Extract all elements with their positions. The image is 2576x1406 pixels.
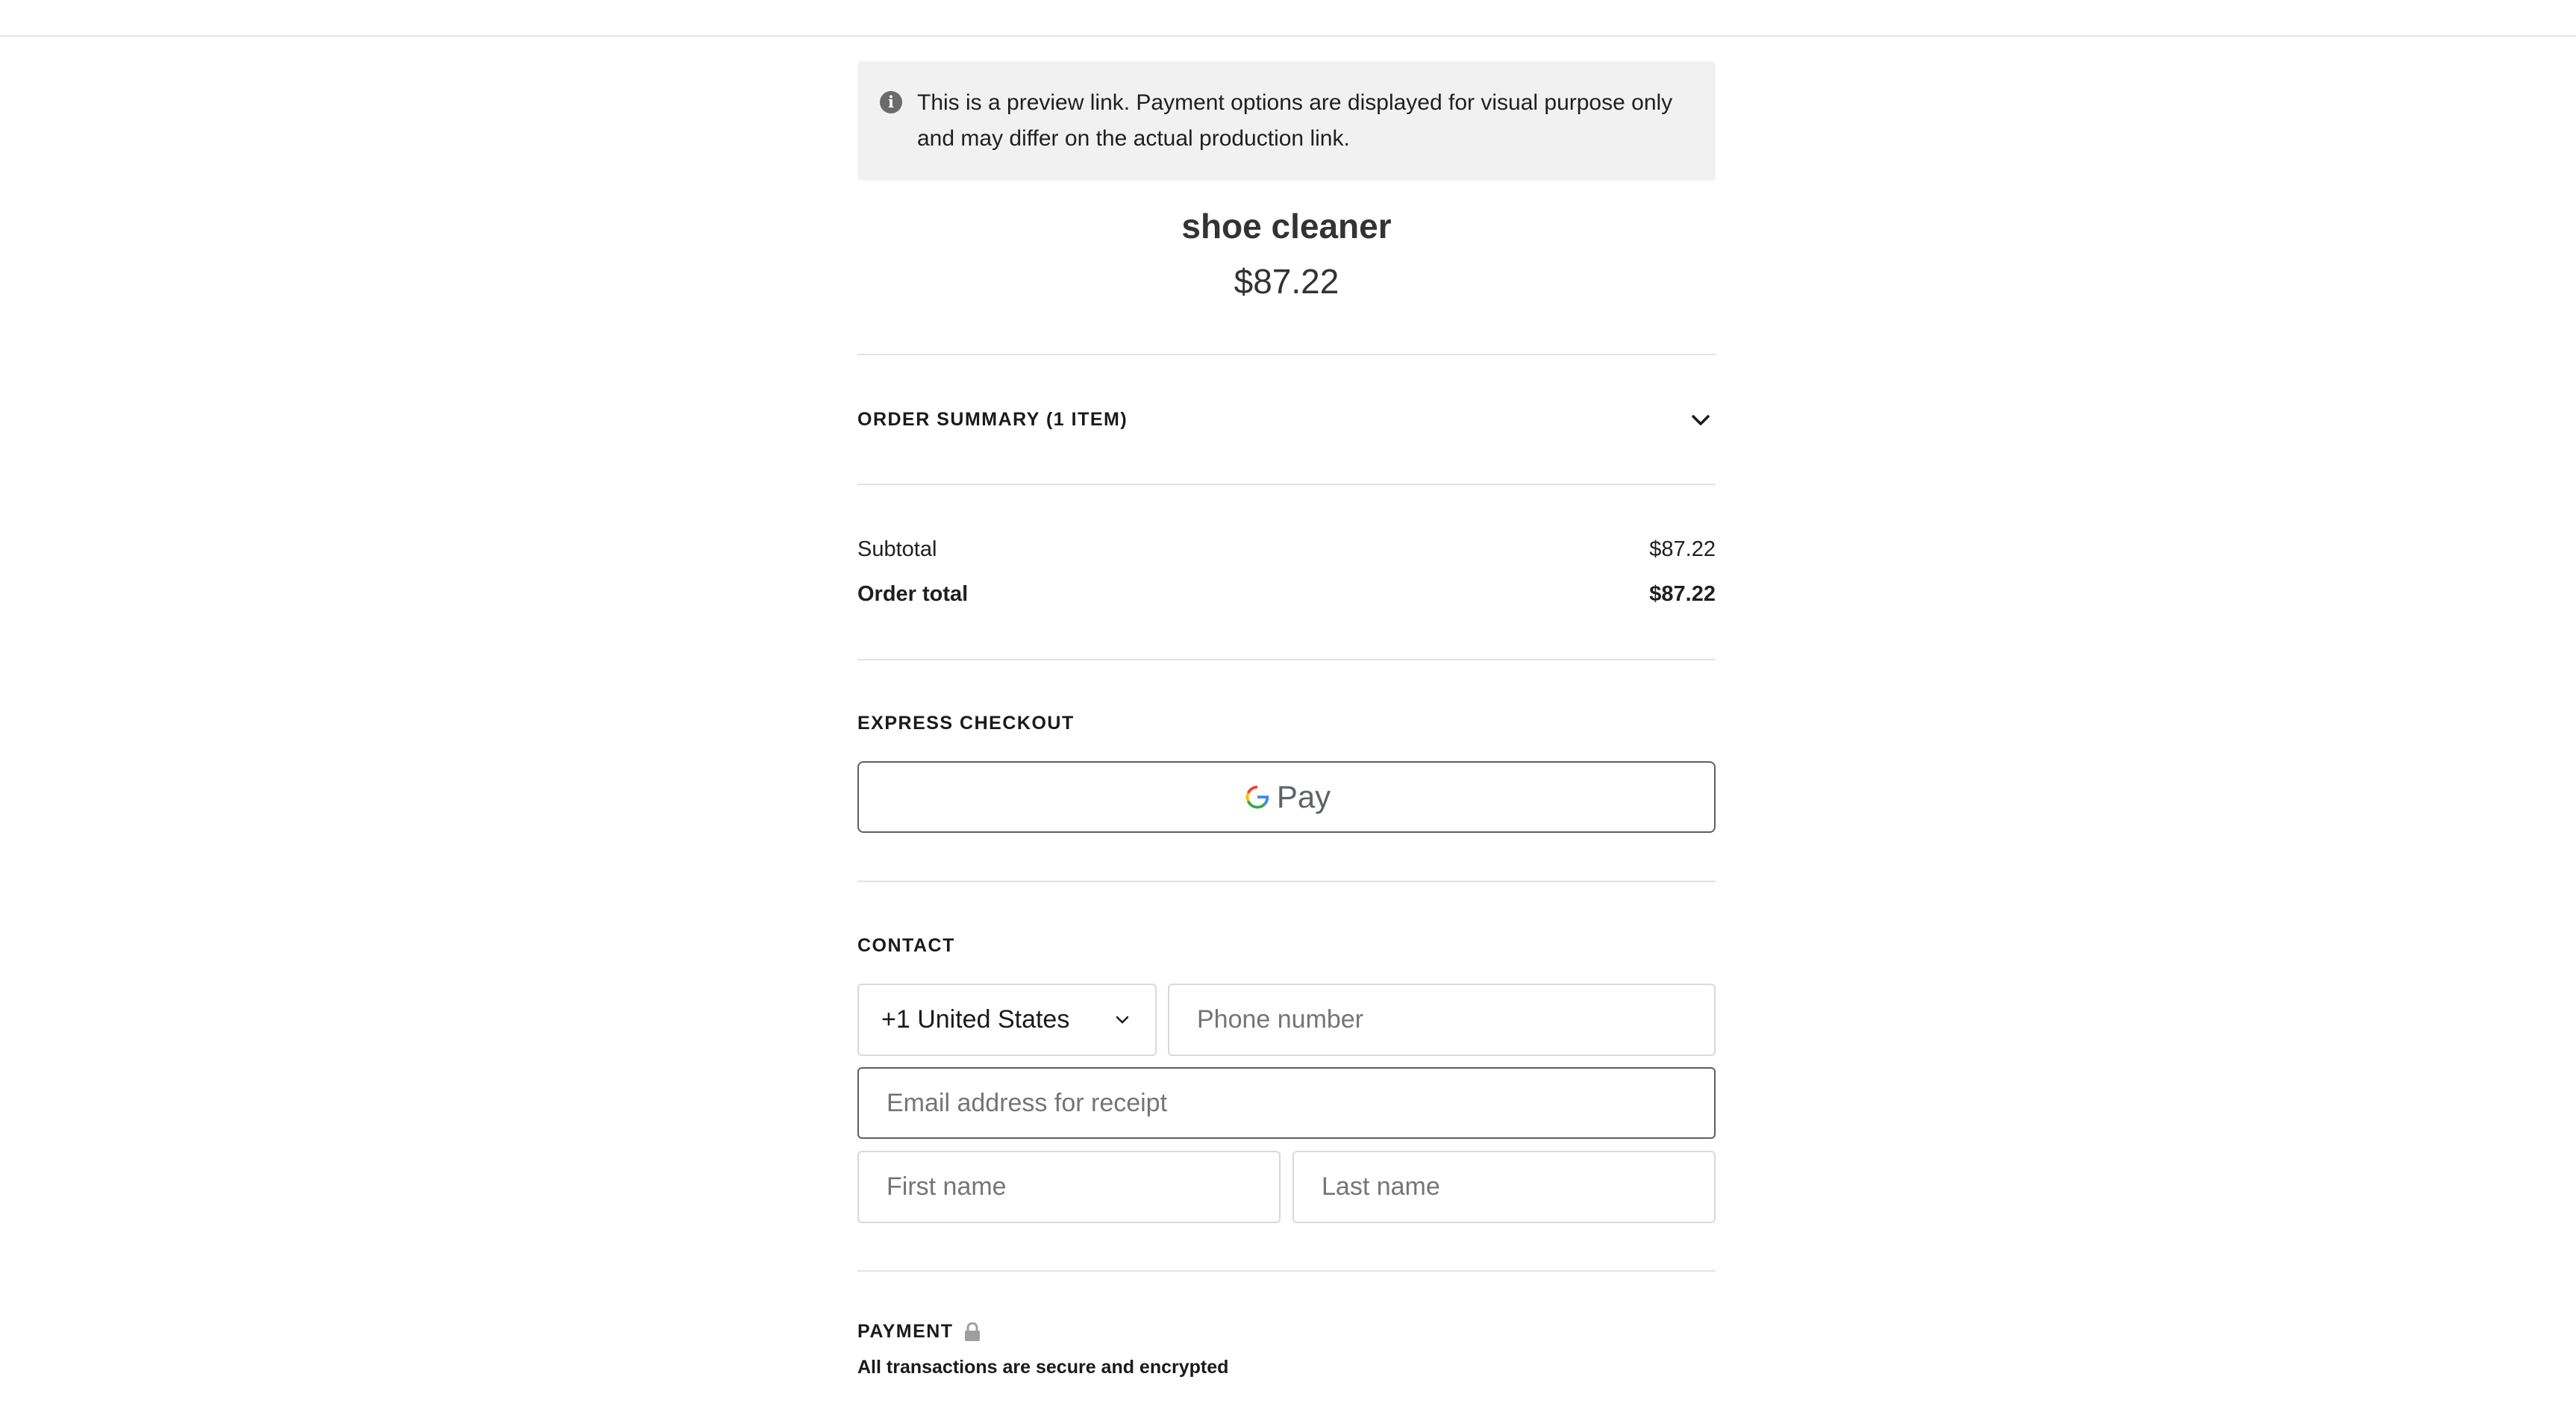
order-summary-toggle[interactable] bbox=[857, 388, 1716, 454]
product-title: shoe cleaner bbox=[1181, 207, 1392, 246]
google-pay-button[interactable] bbox=[857, 761, 1716, 833]
preview-notice bbox=[857, 61, 1716, 181]
info-icon: i bbox=[880, 91, 902, 113]
express-checkout-label: EXPRESS CHECKOUT bbox=[857, 713, 1075, 734]
notice-line-1: This is a preview link. Payment options are displayed for visual purpose only bbox=[917, 90, 1673, 115]
subtotal-label: Subtotal bbox=[857, 537, 937, 561]
country-code-select[interactable] bbox=[857, 984, 1157, 1056]
order-summary-label: ORDER SUMMARY (1 ITEM) bbox=[857, 409, 1128, 430]
email-placeholder: Email address for receipt bbox=[887, 1088, 1168, 1117]
secure-note: All transactions are secure and encrypted bbox=[857, 1357, 1229, 1378]
google-pay-label: Pay bbox=[1276, 779, 1331, 814]
first-name-input[interactable] bbox=[857, 1151, 1281, 1223]
subtotal-value: $87.22 bbox=[1649, 537, 1716, 561]
divider bbox=[857, 659, 1716, 660]
payment-header bbox=[857, 1321, 981, 1343]
top-bar bbox=[0, 0, 2576, 37]
divider bbox=[857, 1270, 1716, 1272]
chevron-down-icon bbox=[1691, 410, 1710, 430]
last-name-input[interactable] bbox=[1292, 1151, 1716, 1223]
google-g-icon bbox=[1242, 782, 1272, 812]
phone-number-input[interactable] bbox=[1168, 984, 1716, 1056]
lock-icon bbox=[964, 1322, 981, 1342]
contact-label: CONTACT bbox=[857, 935, 955, 956]
payment-label: PAYMENT bbox=[857, 1321, 954, 1342]
email-input[interactable] bbox=[857, 1067, 1716, 1139]
phone-placeholder: Phone number bbox=[1197, 1005, 1364, 1034]
divider bbox=[857, 484, 1716, 485]
chevron-down-icon bbox=[1113, 1011, 1131, 1029]
notice-line-2: and may differ on the actual production link. bbox=[917, 126, 1350, 151]
order-total-value: $87.22 bbox=[1649, 582, 1716, 606]
last-name-placeholder: Last name bbox=[1322, 1172, 1440, 1201]
country-code-value: +1 United States bbox=[881, 1005, 1070, 1034]
first-name-placeholder: First name bbox=[887, 1172, 1007, 1201]
product-price: $87.22 bbox=[1234, 262, 1339, 301]
divider bbox=[857, 354, 1716, 355]
order-total-label: Order total bbox=[857, 582, 969, 606]
divider bbox=[857, 881, 1716, 882]
